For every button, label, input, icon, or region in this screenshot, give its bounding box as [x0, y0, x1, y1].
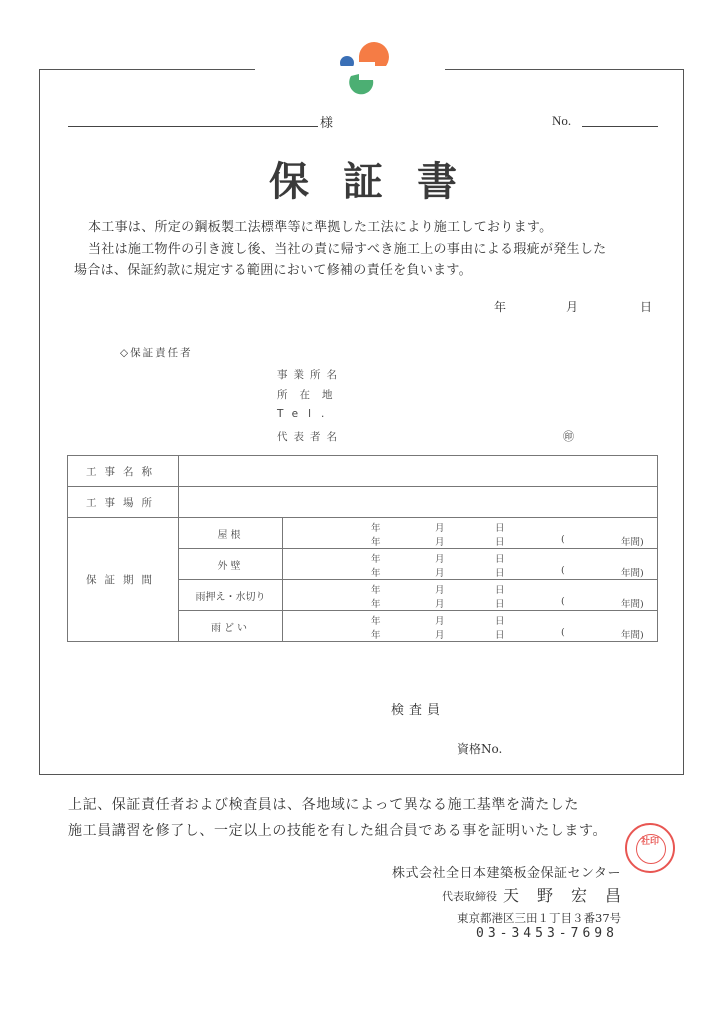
- responsible-party-heading: ◇保証責任者: [120, 347, 193, 359]
- recipient-name-line[interactable]: [68, 126, 318, 127]
- date-year-label: 年: [494, 300, 507, 314]
- intro-line-3: 場合は、保証約款に規定する範囲において修補の責任を負います。: [74, 263, 472, 278]
- warranty-table: [67, 455, 658, 642]
- period-open-paren: (: [561, 596, 565, 607]
- table-row-warranty: [68, 518, 658, 549]
- period-years-label: 年間): [621, 568, 644, 579]
- project-site-label: 工事場所: [68, 487, 179, 518]
- start-month-label: 月: [435, 523, 445, 534]
- period-open-paren: (: [561, 627, 565, 638]
- end-day-label: 日: [495, 537, 505, 548]
- end-month-label: 月: [435, 630, 445, 641]
- period-open-paren: (: [561, 534, 565, 545]
- representative-label: 代表者名: [277, 431, 343, 443]
- company-address: 東京都港区三田１丁目３番37号: [457, 911, 622, 925]
- end-day-label: 日: [495, 630, 505, 641]
- start-month-label: 月: [435, 616, 445, 627]
- certification-statement-line-1: 上記、保証責任者および検査員は、各地域によって異なる施工基準を満たした: [68, 797, 579, 813]
- end-day-label: 日: [495, 599, 505, 610]
- end-year-label: 年: [371, 568, 381, 579]
- company-phone: 03-3453-7698: [476, 926, 618, 941]
- table-row-project-site: [68, 487, 658, 518]
- period-roof[interactable]: [283, 518, 658, 549]
- start-day-label: 日: [495, 554, 505, 565]
- start-day-label: 日: [495, 616, 505, 627]
- category-exterior-wall: 外壁: [179, 549, 283, 580]
- end-day-label: 日: [495, 568, 505, 579]
- start-day-label: 日: [495, 585, 505, 596]
- date-day-label: 日: [640, 300, 653, 314]
- certification-statement-line-2: 施工員講習を修了し、一定以上の技能を有した組合員である事を証明いたします。: [68, 823, 608, 839]
- company-seal-stamp: [625, 823, 675, 873]
- intro-line-1: 本工事は、所定の鋼板製工法標準等に準拠した工法により施工しております。: [88, 220, 553, 235]
- start-year-label: 年: [371, 523, 381, 534]
- period-years-label: 年間): [621, 599, 644, 610]
- start-day-label: 日: [495, 523, 505, 534]
- certification-number-label: 資格No.: [457, 742, 503, 756]
- inspector-label: 検査員: [391, 703, 446, 718]
- document-number-label: No.: [552, 113, 572, 128]
- honorific-label: 様: [320, 116, 334, 131]
- project-site-field[interactable]: [179, 487, 658, 518]
- tel-label: Tel.: [277, 408, 335, 420]
- project-name-field[interactable]: [179, 456, 658, 487]
- intro-line-2: 当社は施工物件の引き渡し後、当社の責に帰すべき施工上の事由による瑕疵が発生した: [88, 242, 607, 257]
- period-years-label: 年間): [621, 537, 644, 548]
- category-roof: 屋根: [179, 518, 283, 549]
- table-row-project-name: [68, 456, 658, 487]
- start-year-label: 年: [371, 585, 381, 596]
- end-year-label: 年: [371, 599, 381, 610]
- category-gutter: 雨どい: [179, 611, 283, 642]
- representative-name: 天野宏昌: [503, 886, 640, 905]
- end-year-label: 年: [371, 537, 381, 548]
- office-name-label: 事業所名: [277, 369, 343, 381]
- location-label: 所在地: [277, 389, 345, 401]
- period-years-label: 年間): [621, 630, 644, 641]
- period-open-paren: (: [561, 565, 565, 576]
- end-month-label: 月: [435, 599, 445, 610]
- representative-title: 代表取締役: [442, 890, 497, 903]
- start-year-label: 年: [371, 616, 381, 627]
- seal-stamp-text: 社印: [640, 837, 659, 847]
- seal-mark-icon: ㊞: [563, 430, 574, 443]
- document-number-line[interactable]: [582, 126, 658, 127]
- category-flashing: 雨押え・水切り: [179, 580, 283, 611]
- end-year-label: 年: [371, 630, 381, 641]
- company-name: 株式会社全日本建築板金保証センター: [392, 866, 621, 881]
- date-month-label: 月: [566, 300, 579, 314]
- period-gutter[interactable]: [283, 611, 658, 642]
- start-year-label: 年: [371, 554, 381, 565]
- end-month-label: 月: [435, 537, 445, 548]
- warranty-period-label: 保証期間: [68, 518, 179, 642]
- document-title: 保証書: [269, 158, 491, 205]
- start-month-label: 月: [435, 554, 445, 565]
- end-month-label: 月: [435, 568, 445, 579]
- period-flashing[interactable]: [283, 580, 658, 611]
- period-exterior-wall[interactable]: [283, 549, 658, 580]
- project-name-label: 工事名称: [68, 456, 179, 487]
- start-month-label: 月: [435, 585, 445, 596]
